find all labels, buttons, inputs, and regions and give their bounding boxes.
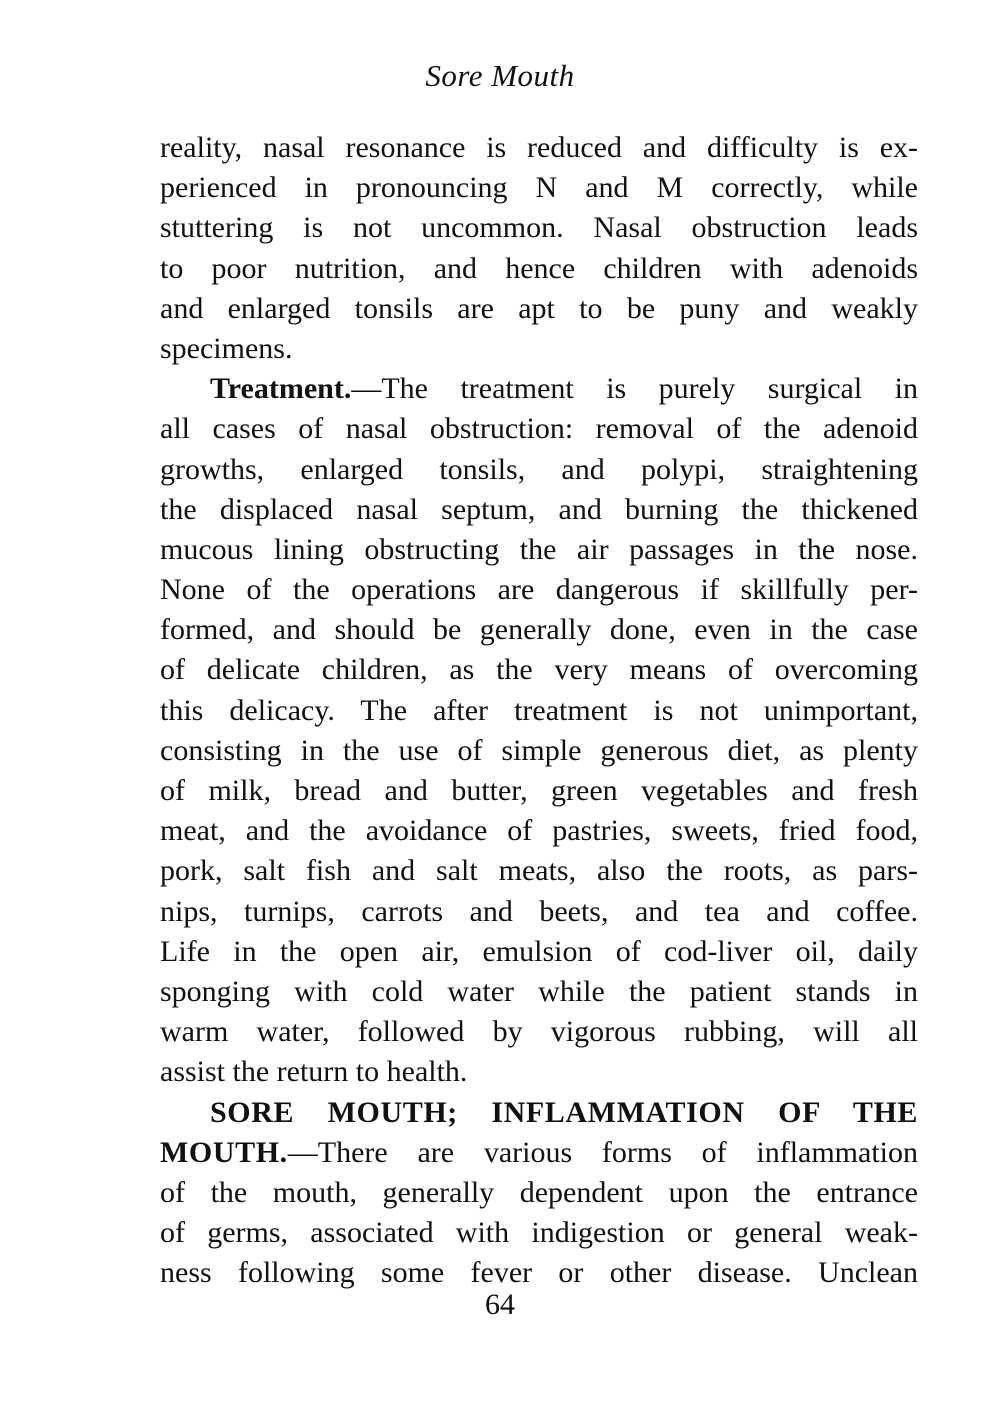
running-head: Sore Mouth [425,58,575,93]
text-line: mucous lining obstructing the air passages in the nose. [160,532,918,566]
text-line [160,1133,918,1173]
page-body [160,128,918,1293]
text-line: to poor nutrition, and hence children with adenoids [160,251,918,285]
text-line: this delicacy. The after treatment is not unimportant, [160,693,918,727]
text-span: —There are various forms of inflammation [287,1135,918,1169]
text-line: assist the return to health. [160,1055,468,1089]
text-line: nips, turnips, carrots and beets, and tea and coffee. [160,894,918,928]
section-heading-sore-mouth: SORE MOUTH; INFLAMMATION OF THE [210,1095,918,1129]
text-line: of germs, associated with indigestion or general weak- [160,1216,918,1250]
text-line: consisting in the use of simple generous diet, as plenty [160,733,918,767]
text-span: —The treatment is purely surgical in [351,372,918,406]
text-line: sponging with cold water while the patient stands in [160,974,918,1008]
paragraph-treatment [160,369,918,1092]
text-line: warm water, followed by vigorous rubbing, will all [160,1015,918,1049]
text-line: of milk, bread and butter, green vegetables and fresh [160,774,918,807]
text-line: growths, enlarged tonsils, and polypi, straightening [160,452,918,486]
text-line: Life in the open air, emulsion of cod-liver oil, daily [160,934,918,968]
text-line: meat, and the avoidance of pastries, sweets, fried food, [160,814,918,848]
text-line: of delicate children, as the very means of overcoming [160,653,918,687]
text-line: all cases of nasal obstruction: removal of the adenoid [160,412,918,446]
text-line: None of the operations are dangerous if skillfully per- [160,573,918,607]
text-line [160,369,918,409]
text-line: and enlarged tonsils are apt to be puny and weakly [160,291,918,325]
page-number: 64 [485,1288,515,1321]
paragraph-continuation [160,128,918,369]
text-line: perienced in pronouncing N and M correctly, while [160,171,918,205]
section-heading-sore-mouth-cont: MOUTH. [160,1135,288,1169]
text-line: of the mouth, generally dependent upon the entrance [160,1175,918,1209]
paragraph-sore-mouth [160,1093,918,1294]
text-line: stuttering is not uncommon. Nasal obstruction leads [160,211,918,245]
text-line: the displaced nasal septum, and burning the thickened [160,492,918,526]
text-line: specimens. [160,331,293,365]
text-line: pork, salt fish and salt meats, also the roots, as pars- [160,854,918,888]
text-line: ness following some fever or other disease. Unclean [160,1256,918,1290]
section-heading-treatment: Treatment. [210,372,352,406]
text-line: formed, and should be generally done, even in the case [160,613,918,647]
text-line: reality, nasal resonance is reduced and difficulty is ex- [160,131,918,164]
